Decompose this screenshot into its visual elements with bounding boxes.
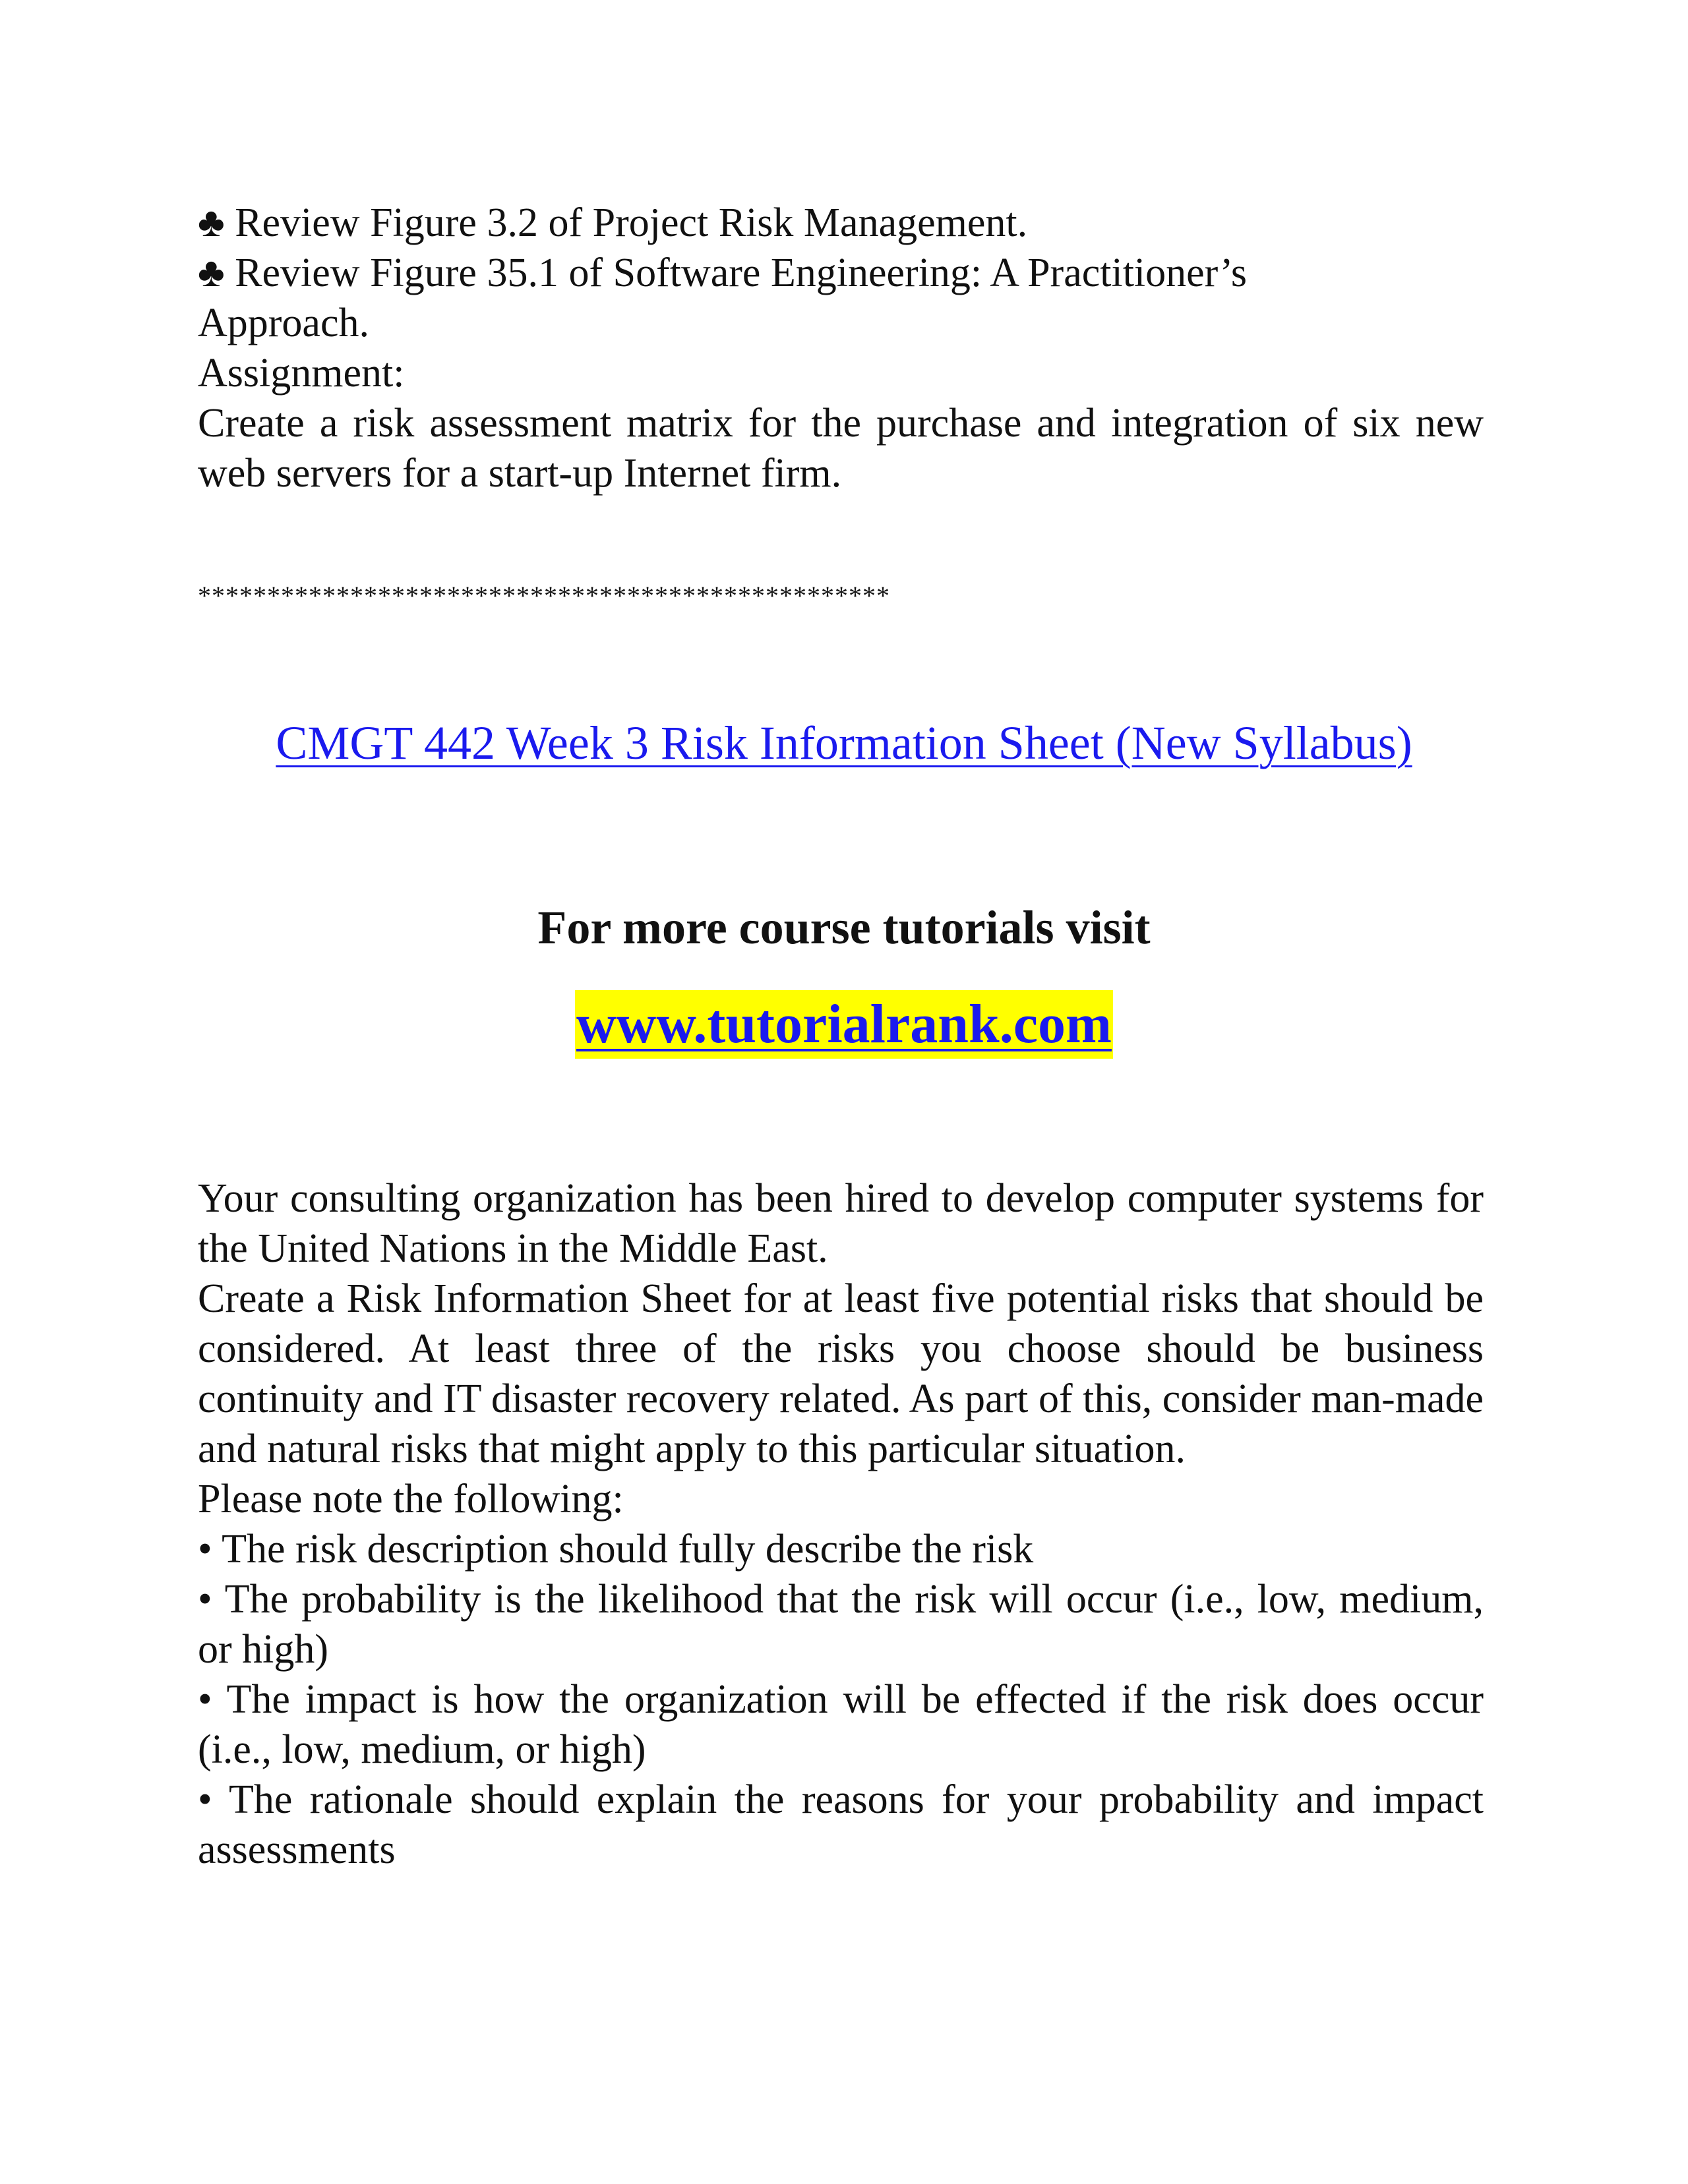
instructions-paragraph: Create a Risk Information Sheet for at least five potential risks that should be considered. At least three of the risks you choose should be business continuity and IT disaster recovery related. As part of this, consider man-made and natural risks that might apply to this particular situation. <box>198 1276 1484 1471</box>
separator-line: ************************************************** <box>198 581 890 610</box>
assignment-intro <box>198 198 1484 498</box>
website-link[interactable]: www.tutorialrank.com <box>575 990 1113 1059</box>
note-label: Please note the following: <box>198 1477 624 1521</box>
bullet-item: • The impact is how the organization will be effected if the risk does occur (i.e., low, medium, or high) <box>198 1677 1484 1772</box>
assignment-description <box>198 1173 1484 1875</box>
bullet-item: • The risk description should fully describe the risk <box>198 1527 1034 1572</box>
course-title-link[interactable]: CMGT 442 Week 3 Risk Information Sheet (New Syllabus) <box>276 717 1412 769</box>
visit-heading: For more course tutorials visit <box>537 901 1151 954</box>
intro-paragraph: Your consulting organization has been hired to develop computer systems for the United Nations in the Middle East. <box>198 1176 1484 1271</box>
review-item-1: ♣ Review Figure 3.2 of Project Risk Management. <box>198 200 1028 245</box>
bullet-item: • The probability is the likelihood that the risk will occur (i.e., low, medium, or high) <box>198 1577 1484 1672</box>
review-item-2-continued: Approach. <box>198 301 369 345</box>
bullet-item: • The rationale should explain the reasons for your probability and impact assessments <box>198 1777 1484 1872</box>
site-link-wrapper <box>0 990 1688 1059</box>
assignment-text: Create a risk assessment matrix for the purchase and integration of six new web servers for a start-up Internet firm. <box>198 401 1484 496</box>
assignment-label: Assignment: <box>198 351 405 396</box>
review-item-2: ♣ Review Figure 35.1 of Software Engineering: A Practitioner’s <box>198 251 1247 295</box>
